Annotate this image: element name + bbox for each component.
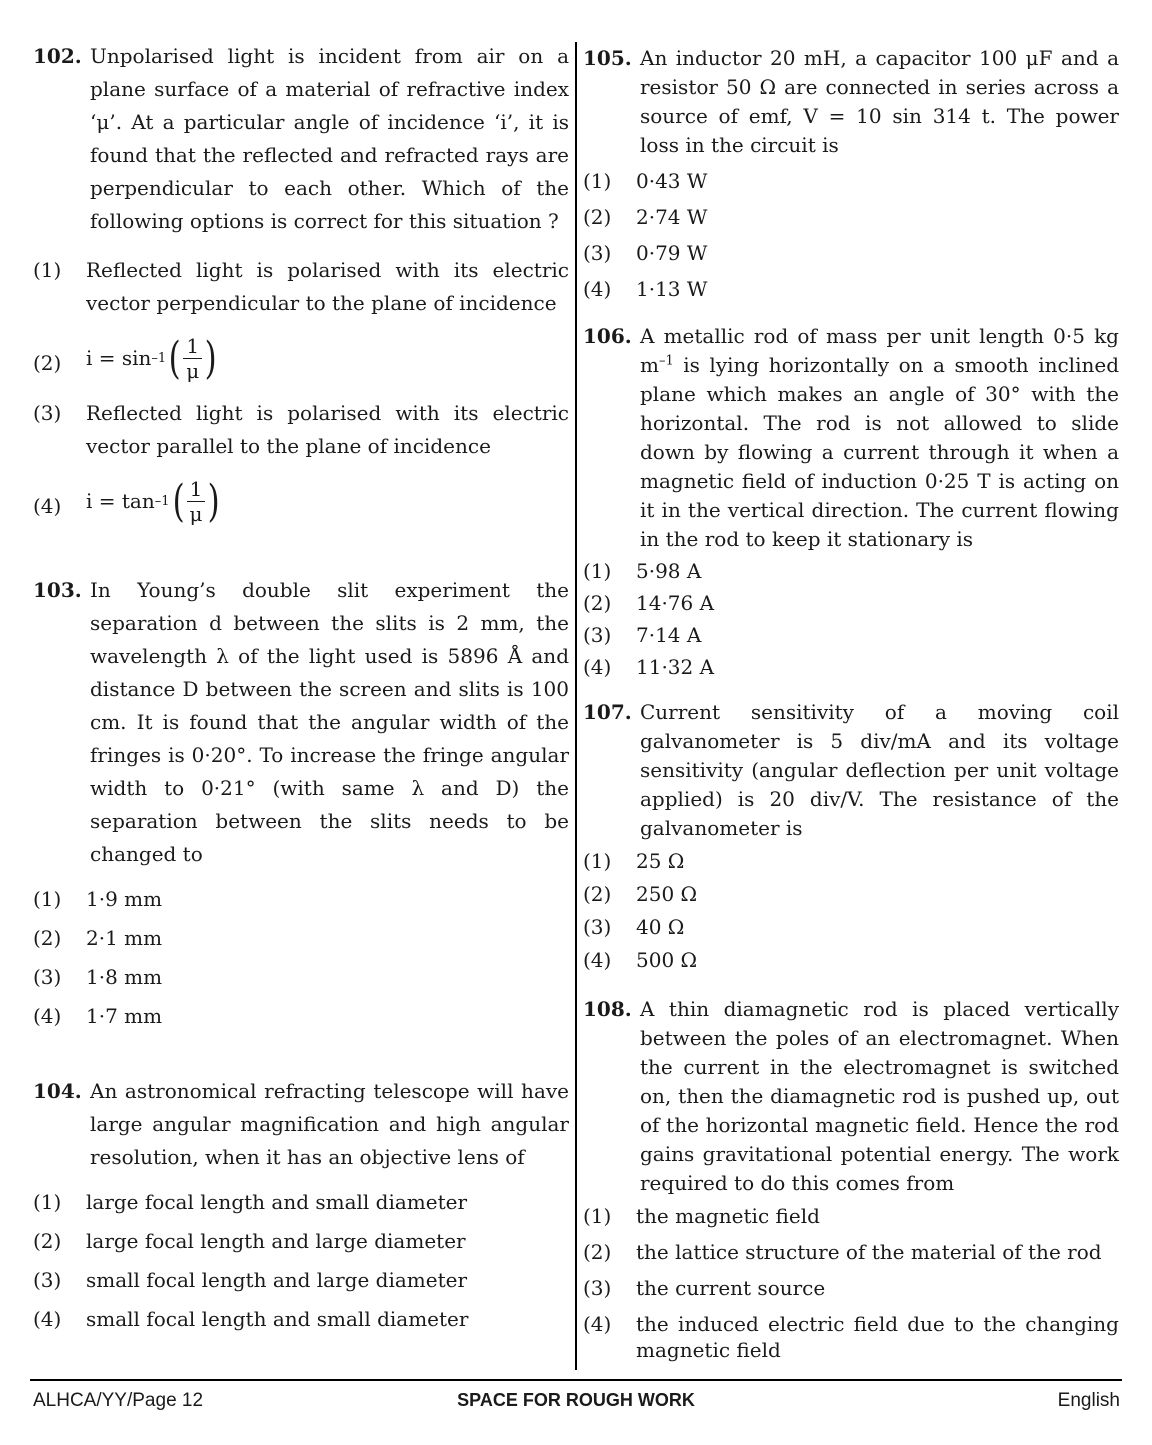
- footer-rough-work: SPACE FOR ROUGH WORK: [457, 1390, 695, 1410]
- option-label: (1): [583, 169, 612, 193]
- option-label: (3): [583, 1276, 612, 1300]
- option-104-2: [33, 1225, 569, 1258]
- option-label: (1): [583, 1204, 612, 1228]
- option-text: the lattice structure of the material of the rod: [636, 1240, 1102, 1264]
- option-label: (1): [33, 887, 62, 911]
- option-text: 1·8 mm: [86, 965, 163, 989]
- option-text: 2·74 W: [636, 205, 708, 229]
- option-label: (3): [583, 915, 612, 939]
- option-text: the magnetic field: [636, 1204, 820, 1228]
- fraction-numerator: 1: [187, 477, 206, 502]
- option-text: small focal length and large diameter: [86, 1268, 468, 1292]
- option-text: 250 Ω: [636, 882, 698, 906]
- option-text: 1·7 mm: [86, 1004, 163, 1028]
- option-label: (3): [33, 1268, 62, 1292]
- option-103-4: [33, 1000, 569, 1033]
- unit-exponent: –1: [658, 353, 674, 369]
- option-102-1: [33, 254, 569, 320]
- option-102-4: [33, 477, 569, 526]
- formula-prefix: i = sin: [86, 346, 152, 370]
- paren-close: ): [204, 332, 217, 384]
- option-105-3: [583, 239, 1119, 268]
- option-label: (4): [33, 1307, 62, 1331]
- question-106: [583, 322, 1119, 554]
- option-label: (3): [33, 401, 62, 425]
- option-103-1: [33, 883, 569, 916]
- option-label: (4): [33, 494, 62, 518]
- option-label: (4): [583, 277, 612, 301]
- option-text: 11·32 A: [636, 655, 715, 679]
- footer-page-code: ALHCA/YY/Page 12: [33, 1390, 204, 1411]
- question-text-a: A metallic rod of mass per unit length 0·5 kg m: [640, 324, 1119, 377]
- option-107-3: [583, 913, 1119, 942]
- option-text: the induced electric field due to the changing magnetic field: [636, 1312, 1119, 1362]
- question-text: Current sensitivity of a moving coil galvanometer is 5 div/mA and its voltage sensitivity (angular deflection per unit voltage applied) is 20 div/V. The resistance of the galvanometer is: [640, 700, 1119, 840]
- option-text: 5·98 A: [636, 559, 702, 583]
- option-label: (1): [583, 559, 612, 583]
- option-107-4: [583, 946, 1119, 975]
- option-label: (4): [583, 1312, 612, 1336]
- option-107-1: [583, 847, 1119, 876]
- question-108: [583, 995, 1119, 1198]
- option-104-1: [33, 1186, 569, 1219]
- paren-close: ): [207, 475, 221, 527]
- option-106-2: [583, 589, 1119, 618]
- fraction: [183, 334, 202, 383]
- option-label: (4): [583, 948, 612, 972]
- question-text: A thin diamagnetic rod is placed vertically between the poles of an electromagnet. When the current in the electromagnet is switched on, then the diamagnetic rod is pushed up, out of the horizontal magnetic field. Hence the rod gains gravitational potential energy. The work required to do this comes from: [640, 997, 1119, 1195]
- option-107-2: [583, 880, 1119, 909]
- footer-language: English: [1057, 1390, 1120, 1411]
- option-text: the current source: [636, 1276, 826, 1300]
- footer-rule: [30, 1379, 1122, 1381]
- question-number: 103.: [33, 578, 82, 602]
- fraction-denominator: μ: [189, 502, 203, 526]
- question-number: 107.: [583, 700, 632, 724]
- option-106-3: [583, 621, 1119, 650]
- question-107: [583, 698, 1119, 843]
- question-text: Unpolarised light is incident from air on a plane surface of a material of refractive index ‘μ’. At a particular angle of incidence ‘i’, it is found that the reflected and refracted rays are perpendicular to each other. Which of the following options is correct for this situation ?: [90, 44, 569, 233]
- option-text: 2·1 mm: [86, 926, 163, 950]
- option-label: (3): [583, 241, 612, 265]
- option-105-2: [583, 203, 1119, 232]
- option-text: small focal length and small diameter: [86, 1307, 469, 1331]
- question-number: 105.: [583, 46, 632, 70]
- option-108-2: [583, 1239, 1119, 1265]
- option-103-3: [33, 961, 569, 994]
- right-column: [583, 44, 1119, 1363]
- option-text: Reflected light is polarised with its electric vector parallel to the plane of incidence: [86, 401, 569, 458]
- option-106-1: [583, 557, 1119, 586]
- question-text: In Young’s double slit experiment the separation d between the slits is 2 mm, the wavelength λ of the light used is 5896 Å and distance D between the screen and slits is 100 cm. It is found that the angular width of the fringes is 0·20°. To increase the fringe angular width to 0·21° (with same λ and D) the separation between the slits needs to be changed to: [90, 578, 569, 866]
- option-label: (1): [583, 849, 612, 873]
- fraction-denominator: μ: [186, 359, 200, 383]
- question-number: 102.: [33, 44, 82, 68]
- option-label: (4): [583, 655, 612, 679]
- question-number: 106.: [583, 324, 632, 348]
- option-text: 500 Ω: [636, 948, 698, 972]
- option-102-2: [33, 334, 569, 383]
- fraction: [187, 477, 206, 526]
- formula-prefix: i = tan: [86, 489, 155, 513]
- option-label: (2): [583, 882, 612, 906]
- option-label: (2): [583, 1240, 612, 1264]
- option-text: large focal length and small diameter: [86, 1190, 468, 1214]
- question-104: [33, 1075, 569, 1174]
- paren-open: (: [168, 332, 181, 384]
- option-text: 7·14 A: [636, 623, 702, 647]
- option-108-1: [583, 1203, 1119, 1229]
- option-104-3: [33, 1264, 569, 1297]
- option-label: (2): [33, 926, 62, 950]
- option-text: 1·13 W: [636, 277, 708, 301]
- question-text: An astronomical refracting telescope will have large angular magnification and high angular resolution, when it has an objective lens of: [90, 1079, 569, 1169]
- option-text: 0·79 W: [636, 241, 708, 265]
- option-label: (4): [33, 1004, 62, 1028]
- option-label: (2): [583, 591, 612, 615]
- option-108-4: [583, 1311, 1119, 1363]
- option-108-3: [583, 1275, 1119, 1301]
- option-label: (1): [33, 1190, 62, 1214]
- option-label: (3): [33, 965, 62, 989]
- paren-open: (: [172, 475, 185, 527]
- question-103: [33, 574, 569, 871]
- option-105-1: [583, 167, 1119, 196]
- option-label: (2): [33, 351, 62, 375]
- option-104-4: [33, 1303, 569, 1336]
- option-105-4: [583, 275, 1119, 304]
- option-text: 25 Ω: [636, 849, 685, 873]
- option-103-2: [33, 922, 569, 955]
- question-text-b: is lying horizontally on a smooth inclined plane which makes an angle of 30° with the horizontal. The rod is not allowed to slide down by flowing a current through it when a magnetic field of induction 0·25 T is acting on it in the vertical direction. The current flowing in the rod to keep it stationary is: [640, 353, 1119, 551]
- option-text: 14·76 A: [636, 591, 715, 615]
- fraction-numerator: 1: [183, 334, 202, 359]
- question-number: 108.: [583, 997, 632, 1021]
- option-text: 1·9 mm: [86, 887, 163, 911]
- option-106-4: [583, 653, 1119, 682]
- option-label: (1): [33, 258, 62, 282]
- option-label: (2): [583, 205, 612, 229]
- left-column: [33, 40, 569, 1336]
- question-text: An inductor 20 mH, a capacitor 100 μF and a resistor 50 Ω are connected in series across a source of emf, V = 10 sin 314 t. The power loss in the circuit is: [640, 46, 1119, 157]
- option-102-3: [33, 397, 569, 463]
- option-text: Reflected light is polarised with its electric vector perpendicular to the plane of incidence: [86, 258, 569, 315]
- question-105: [583, 44, 1119, 160]
- formula-arctan: i = tan –1 ( $\frac{1}{\mu}$ ): [86, 475, 221, 527]
- formula-arcsin: i = sin –1 ( $\frac{1}{\mu}$ ): [86, 332, 217, 384]
- option-label: (3): [583, 623, 612, 647]
- option-text: 0·43 W: [636, 169, 708, 193]
- question-102: [33, 40, 569, 238]
- question-number: 104.: [33, 1079, 82, 1103]
- option-text: large focal length and large diameter: [86, 1229, 466, 1253]
- column-divider: [575, 42, 577, 1370]
- option-label: (2): [33, 1229, 62, 1253]
- option-text: 40 Ω: [636, 915, 685, 939]
